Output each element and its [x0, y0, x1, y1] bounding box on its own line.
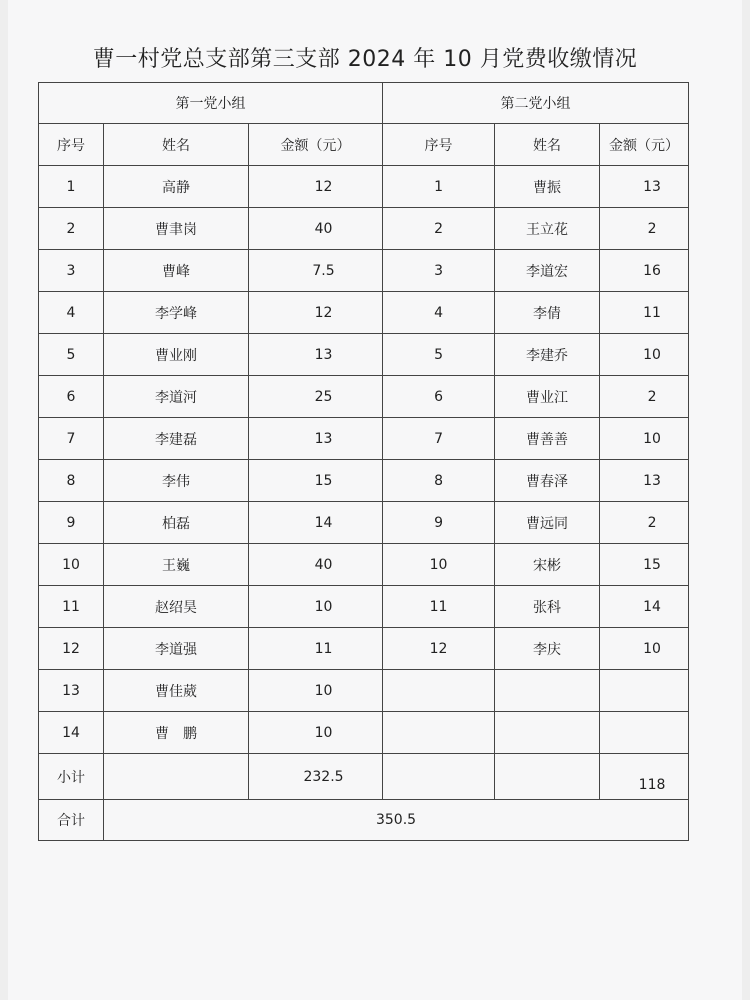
- group1-seq-cell-text: 9: [66, 514, 76, 531]
- group2-amount-cell: [600, 670, 689, 712]
- group1-name-cell: [104, 544, 249, 586]
- group2-name-cell-text: 曹春泽: [526, 473, 569, 490]
- group1-seq-cell: [39, 292, 104, 334]
- group1-name-cell-text: 高静: [162, 179, 190, 196]
- group2-seq-cell: [383, 502, 495, 544]
- group2-seq-cell: [383, 712, 495, 754]
- page-title: 曹一村党总支部第三支部 2024 年 10 月党费收缴情况: [92, 47, 638, 72]
- group2-name-cell-text: 张科: [533, 599, 562, 616]
- table-row: [39, 250, 689, 292]
- table-row: [39, 460, 689, 502]
- group1-name-cell-text: 柏磊: [162, 515, 190, 532]
- header-name: 姓名: [495, 124, 600, 166]
- group1-amount-cell: [249, 460, 383, 502]
- group2-amount-cell-text: 10: [643, 346, 661, 363]
- group2-name-cell: [495, 544, 600, 586]
- group1-seq-cell: [39, 166, 104, 208]
- group2-name-cell: [495, 376, 600, 418]
- group2-seq-cell-text: 4: [434, 304, 443, 321]
- table-row: [39, 502, 689, 544]
- group1-name-cell-text: 曹业刚: [155, 347, 197, 364]
- group2-name-cell-text: 李倩: [533, 305, 562, 322]
- group1-name-cell: [104, 586, 249, 628]
- group2-name-cell: [495, 418, 600, 460]
- header-seq: 序号: [383, 124, 495, 166]
- subtotal-blank: [495, 754, 600, 800]
- group1-name-cell: [104, 166, 249, 208]
- table-row: [39, 712, 689, 754]
- group-header-row: [39, 83, 689, 124]
- subtotal-blank: [104, 754, 249, 800]
- group1-name-cell-text: 曹峰: [162, 263, 190, 280]
- group1-seq-cell: [39, 502, 104, 544]
- group2-name-cell: [495, 586, 600, 628]
- table-row: [39, 376, 689, 418]
- group1-name-cell-text: 王巍: [162, 557, 190, 574]
- total-value: 350.5: [104, 800, 689, 841]
- column-header-row: [39, 124, 689, 166]
- group2-seq-cell: [383, 292, 495, 334]
- group2-amount-cell: [600, 334, 689, 376]
- group2-amount-cell: [600, 418, 689, 460]
- group1-name-cell-text: 李道河: [155, 389, 197, 406]
- group2-amount-cell: [600, 376, 689, 418]
- group1-amount-cell: [249, 292, 383, 334]
- subtotal-group2-text: 118: [638, 777, 666, 793]
- group2-name-cell: [495, 670, 600, 712]
- group1-seq-cell: [39, 544, 104, 586]
- group2-seq-cell: [383, 544, 495, 586]
- group2-seq-cell: [383, 628, 495, 670]
- group1-seq-cell-text: 7: [66, 430, 76, 447]
- table-row: [39, 208, 689, 250]
- group1-amount-cell: [249, 376, 383, 418]
- group2-name-cell: [495, 460, 600, 502]
- group1-amount-cell: [249, 502, 383, 544]
- group2-name-cell: [495, 208, 600, 250]
- group2-amount-cell: [600, 586, 689, 628]
- group2-amount-cell: [600, 166, 689, 208]
- group1-amount-cell: [249, 670, 383, 712]
- group2-amount-cell-text: 14: [643, 598, 661, 615]
- group1-name-cell-text: 曹聿岗: [155, 221, 197, 238]
- group1-amount-cell-text: 40: [314, 220, 333, 237]
- group1-seq-cell-text: 11: [62, 598, 80, 615]
- group1-seq-cell: [39, 586, 104, 628]
- group2-name-cell: [495, 628, 600, 670]
- group2-name-cell: [495, 250, 600, 292]
- group1-seq-cell-text: 8: [66, 472, 76, 489]
- group2-seq-cell: [383, 586, 495, 628]
- group1-amount-cell: [249, 208, 383, 250]
- table-row: [39, 670, 689, 712]
- group1-name-cell-text: 曹 鹏: [155, 725, 197, 742]
- group2-seq-cell-text: 9: [434, 514, 443, 531]
- table-row: [39, 586, 689, 628]
- group1-seq-cell: [39, 250, 104, 292]
- group1-seq-cell-text: 5: [66, 346, 76, 363]
- group1-amount-cell-text: 11: [314, 640, 333, 657]
- group2-name-cell: [495, 166, 600, 208]
- group2-seq-cell: [383, 670, 495, 712]
- subtotal-group1: [249, 754, 383, 800]
- group2-amount-cell: [600, 712, 689, 754]
- group1-seq-cell: [39, 460, 104, 502]
- table-row: [39, 544, 689, 586]
- group1-amount-cell-text: 13: [314, 430, 333, 447]
- group1-name-cell: [104, 460, 249, 502]
- group2-name-cell-text: 曹善善: [526, 431, 569, 448]
- group1-seq-cell-text: 3: [66, 262, 76, 279]
- group2-name-cell-text: 曹业江: [526, 389, 569, 406]
- group2-amount-cell: [600, 292, 689, 334]
- group2-name-cell: [495, 334, 600, 376]
- group1-seq-cell-text: 1: [66, 178, 76, 195]
- group2-amount-cell-text: 2: [647, 514, 657, 531]
- group2-amount-cell: [600, 502, 689, 544]
- group2-seq-cell: [383, 418, 495, 460]
- group2-seq-cell-text: 1: [434, 178, 443, 195]
- group2-seq-cell: [383, 208, 495, 250]
- group2-seq-cell-text: 6: [434, 388, 443, 405]
- header-amount: 金额（元）: [249, 124, 383, 166]
- subtotal-label: 小计: [39, 754, 104, 800]
- group1-seq-cell: [39, 418, 104, 460]
- group1-amount-cell-text: 25: [314, 388, 333, 405]
- group2-amount-cell-text: 10: [643, 430, 661, 447]
- group2-amount-cell-text: 2: [647, 220, 657, 237]
- table-row: [39, 334, 689, 376]
- group1-seq-cell: [39, 376, 104, 418]
- group2-name-cell-text: 李道宏: [526, 263, 569, 280]
- group1-name-cell: [104, 334, 249, 376]
- table-row: [39, 418, 689, 460]
- group2-seq-cell: [383, 334, 495, 376]
- group2-amount-cell-text: 16: [643, 262, 661, 279]
- group2-amount-cell: [600, 208, 689, 250]
- group2-amount-cell-text: 10: [643, 640, 661, 657]
- header-amount: 金额（元）: [600, 124, 689, 166]
- group2-name-cell-text: 曹远同: [526, 515, 569, 532]
- group1-amount-cell: [249, 586, 383, 628]
- group1-name-cell: [104, 376, 249, 418]
- group1-name-cell: [104, 628, 249, 670]
- group2-name-cell-text: 王立花: [526, 221, 569, 238]
- group1-amount-cell: [249, 166, 383, 208]
- group2-amount-cell: [600, 628, 689, 670]
- total-label: 合计: [39, 800, 104, 841]
- group1-name-cell-text: 李学峰: [155, 305, 197, 322]
- group2-seq-cell-text: 7: [434, 430, 443, 447]
- group1-amount-cell: [249, 418, 383, 460]
- group1-name-cell: [104, 502, 249, 544]
- group2-title: 第二党小组: [383, 83, 689, 124]
- group2-seq-cell: [383, 250, 495, 292]
- group2-amount-cell: [600, 544, 689, 586]
- group1-seq-cell: [39, 628, 104, 670]
- group2-amount-cell-text: 15: [643, 556, 661, 573]
- group2-amount-cell: [600, 460, 689, 502]
- group2-seq-cell-text: 2: [434, 220, 443, 237]
- dues-table: [38, 82, 689, 841]
- group1-name-cell-text: 赵绍昊: [155, 599, 197, 616]
- group1-amount-cell: [249, 250, 383, 292]
- group1-name-cell: [104, 208, 249, 250]
- group1-amount-cell: [249, 628, 383, 670]
- group2-seq-cell-text: 5: [434, 346, 443, 363]
- group1-amount-cell-text: 12: [314, 178, 333, 195]
- group1-amount-cell-text: 15: [314, 472, 333, 489]
- group1-name-cell-text: 李建磊: [155, 431, 197, 448]
- group2-name-cell-text: 李庆: [533, 641, 562, 658]
- group1-amount-cell: [249, 544, 383, 586]
- group2-name-cell: [495, 712, 600, 754]
- group1-amount-cell-text: 10: [314, 682, 333, 699]
- group1-seq-cell-text: 4: [66, 304, 76, 321]
- group2-name-cell-text: 宋彬: [533, 557, 562, 574]
- group1-seq-cell-text: 2: [66, 220, 76, 237]
- group2-name-cell: [495, 502, 600, 544]
- group2-seq-cell: [383, 376, 495, 418]
- group2-name-cell: [495, 292, 600, 334]
- group1-seq-cell: [39, 712, 104, 754]
- group1-amount-cell-text: 10: [314, 724, 333, 741]
- group1-name-cell: [104, 670, 249, 712]
- group1-name-cell-text: 李伟: [162, 473, 190, 490]
- group2-amount-cell-text: 11: [643, 304, 661, 321]
- group1-seq-cell-text: 6: [66, 388, 76, 405]
- group1-name-cell: [104, 250, 249, 292]
- group1-amount-cell-text: 13: [314, 346, 333, 363]
- group1-name-cell-text: 曹佳葳: [155, 683, 197, 700]
- group1-amount-cell-text: 12: [314, 304, 333, 321]
- group1-amount-cell: [249, 334, 383, 376]
- table-row: [39, 628, 689, 670]
- group1-seq-cell: [39, 334, 104, 376]
- header-seq: 序号: [39, 124, 104, 166]
- group2-name-cell-text: 李建乔: [526, 347, 569, 364]
- subtotal-blank: [383, 754, 495, 800]
- table-row: [39, 292, 689, 334]
- header-name: 姓名: [104, 124, 249, 166]
- group1-seq-cell-text: 13: [62, 682, 80, 699]
- group1-seq-cell: [39, 670, 104, 712]
- group1-title: 第一党小组: [39, 83, 383, 124]
- group1-seq-cell-text: 10: [62, 556, 80, 573]
- group1-name-cell: [104, 712, 249, 754]
- group1-name-cell-text: 李道强: [155, 641, 197, 658]
- group1-amount-cell: [249, 712, 383, 754]
- group2-seq-cell-text: 11: [429, 598, 448, 615]
- group2-amount-cell-text: 13: [643, 472, 661, 489]
- group1-seq-cell: [39, 208, 104, 250]
- group1-amount-cell-text: 7.5: [312, 262, 335, 279]
- group2-amount-cell-text: 13: [643, 178, 661, 195]
- group1-seq-cell-text: 12: [62, 640, 80, 657]
- group2-seq-cell: [383, 166, 495, 208]
- group1-name-cell: [104, 292, 249, 334]
- group1-name-cell: [104, 418, 249, 460]
- group2-seq-cell: [383, 460, 495, 502]
- group2-amount-cell-text: 2: [647, 388, 657, 405]
- group2-amount-cell: [600, 250, 689, 292]
- group1-amount-cell-text: 40: [314, 556, 333, 573]
- subtotal-group1-text: 232.5: [303, 768, 344, 785]
- subtotal-group2: [600, 754, 689, 800]
- group1-seq-cell-text: 14: [62, 724, 80, 741]
- group2-seq-cell-text: 3: [434, 262, 443, 279]
- group1-amount-cell-text: 14: [314, 514, 333, 531]
- group2-seq-cell-text: 12: [429, 640, 448, 657]
- group2-seq-cell-text: 10: [429, 556, 448, 573]
- group1-amount-cell-text: 10: [314, 598, 333, 615]
- table-row: [39, 166, 689, 208]
- total-row: [39, 800, 689, 841]
- group2-name-cell-text: 曹振: [533, 179, 562, 196]
- subtotal-row: [39, 754, 689, 800]
- group2-seq-cell-text: 8: [434, 472, 443, 489]
